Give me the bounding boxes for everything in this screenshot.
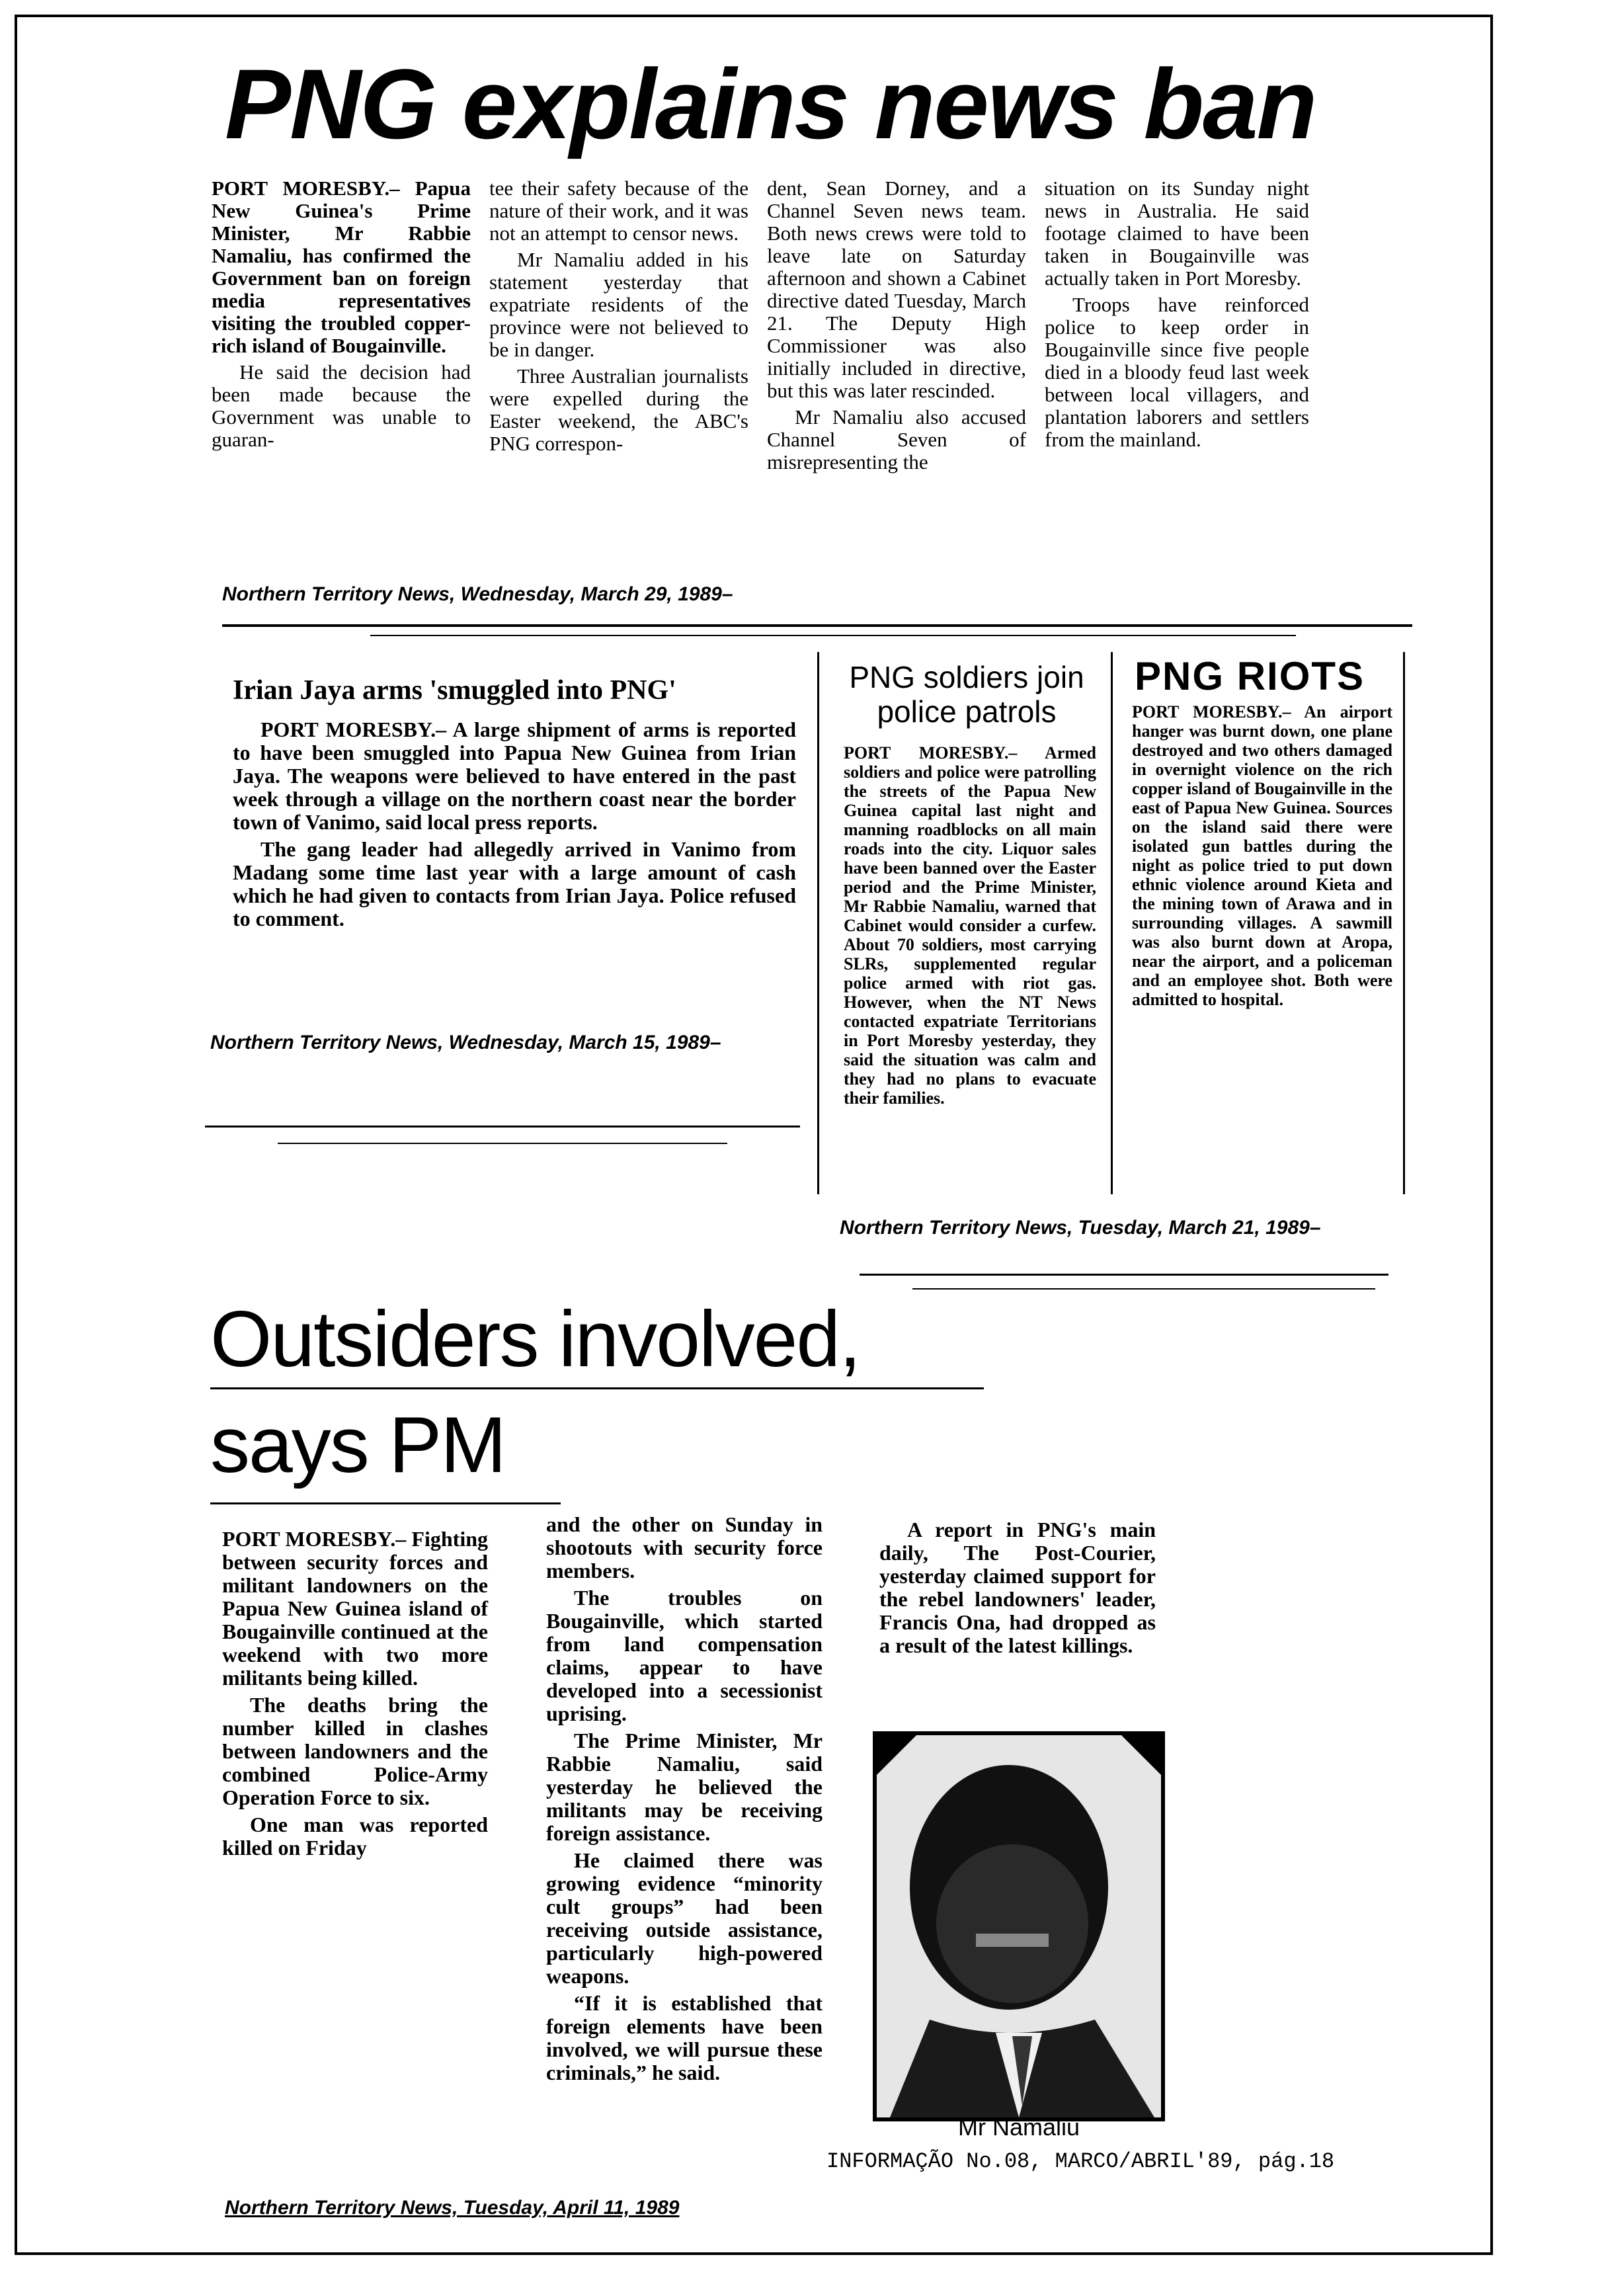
story1-col-2 bbox=[489, 177, 748, 459]
namaliu-portrait-photo bbox=[873, 1731, 1165, 2121]
story1-dateline: Northern Territory News, Wednesday, March 29, 1989– bbox=[222, 583, 733, 605]
story1-col-1 bbox=[212, 177, 471, 455]
story2-rule bbox=[205, 1126, 800, 1128]
story5-headline-line2: says PM bbox=[210, 1401, 506, 1489]
story5-col2-p5: “If it is established that foreign elements have been involved, we will pursue these criminals,” he said. bbox=[546, 1991, 823, 2084]
story5-col-3 bbox=[879, 1518, 1156, 1661]
story3-rule bbox=[860, 1274, 1388, 1276]
story5-col2-p3: The Prime Minister, Mr Rabbie Namaliu, said yesterday he believed the militants may be receiving foreign assistance. bbox=[546, 1729, 823, 1845]
column-separator-3 bbox=[1403, 652, 1405, 1194]
story2-p2: The gang leader had allegedly arrived in Vanimo from Madang some time last year with a large amount of cash which he had given to contacts from Irian Jaya. Police refused to comment. bbox=[233, 837, 796, 930]
story1-rule-thin bbox=[370, 635, 1296, 636]
story1-col2-p2: Mr Namaliu added in his statement yesterday that expatriate residents of the province were not believed to be in danger. bbox=[489, 248, 748, 361]
story4-headline: PNG RIOTS bbox=[1135, 654, 1365, 698]
story1-headline: PNG explains news ban bbox=[225, 48, 1316, 159]
column-separator-1 bbox=[817, 652, 819, 1194]
story1-col2-p3: Three Australian journalists were expelled during the Easter weekend, the ABC's PNG correspon- bbox=[489, 364, 748, 455]
photo-caption: Mr Namaliu bbox=[957, 2113, 1080, 2141]
story5-col1-p1: PORT MORESBY.– Fighting between security forces and militant landowners on the Papua New Guinea island of Bougainville continued at the weekend with two more militants being killed. bbox=[222, 1527, 488, 1690]
story4-body bbox=[1132, 702, 1392, 1013]
story5-headline-rule bbox=[210, 1387, 984, 1389]
story5-headline-rule-2 bbox=[210, 1502, 561, 1504]
story5-col3-p1: A report in PNG's main daily, The Post-Courier, yesterday claimed support for the rebel landowners' leader, Francis Ona, had dropped as a result of the latest killings. bbox=[879, 1518, 1156, 1657]
story1-col1-p2: He said the decision had been made because the Government was unable to guaran- bbox=[212, 360, 471, 451]
story5-col2-p2: The troubles on Bougainville, which started from land compensation claims, appear to have developed into a secessionist uprising. bbox=[546, 1586, 823, 1725]
story2-body bbox=[233, 718, 796, 934]
story5-col1-p3: One man was reported killed on Friday bbox=[222, 1813, 488, 1860]
story1-col2-p1: tee their safety because of the nature of their work, and it was not an attempt to censor news. bbox=[489, 177, 748, 245]
story2-rule-thin bbox=[278, 1143, 727, 1144]
page-footer: INFORMAÇÃO No.08, MARCO/ABRIL'89, pág.18 bbox=[826, 2149, 1335, 2174]
story1-col-3 bbox=[767, 177, 1026, 477]
portrait-illustration bbox=[877, 1735, 1161, 2117]
story3-body bbox=[844, 743, 1096, 1112]
story5-col2-p4: He claimed there was growing evidence “minority cult groups” had been receiving outside assistance, particularly high-powered weapons. bbox=[546, 1848, 823, 1988]
story3-rule-thin bbox=[912, 1288, 1375, 1290]
story3-p1: PORT MORESBY.– Armed soldiers and police were patrolling the streets of the Papua New Guinea capital last night and manning roadblocks on all main roads into the city. Liquor sales have been banned over the Easter period and the Prime Minister, Mr Rabbie Namaliu, warned that Cabinet would consider a curfew. About 70 soldiers, most carrying SLRs, supplemented regular police armed with riot gas. However, when the NT News contacted expatriate Territorians in Port Moresby yesterday, they said the situation was calm and they had no plans to evacuate their families. bbox=[844, 743, 1096, 1108]
column-separator-2 bbox=[1111, 652, 1113, 1194]
story1-col3-p2: Mr Namaliu also accused Channel Seven of misrepresenting the bbox=[767, 405, 1026, 473]
story5-headline-line1: Outsiders involved, bbox=[210, 1295, 860, 1383]
story4-p1: PORT MORESBY.– An airport hanger was burnt down, one plane destroyed and two others damaged in overnight violence on the rich copper island of Bougainville in the east of Papua New Guinea. Sources on the island said there were isolated gun battles during the night as police tried to put down ethnic violence around Kieta and the mining town of Arawa and in surrounding villages. A sawmill was also burnt down at Aropa, near the airport, and a policeman and an employee shot. Both were admitted to hospital. bbox=[1132, 702, 1392, 1009]
story2-p1: PORT MORESBY.– A large shipment of arms is reported to have been smuggled into Papua New Guinea from Irian Jaya. The weapons were believed to have entered in the past week through a village on the northern coast near the border town of Vanimo, said local press reports. bbox=[233, 718, 796, 834]
story2-headline: Irian Jaya arms 'smuggled into PNG' bbox=[233, 675, 676, 706]
story5-dateline: Northern Territory News, Tuesday, April 11, 1989 bbox=[225, 2197, 680, 2219]
story1-col4-p1: situation on its Sunday night news in Australia. He said footage claimed to have been taken in Bougainville was actually taken in Port Moresby. bbox=[1045, 177, 1309, 290]
story5-col-2 bbox=[546, 1513, 823, 2088]
story3-dateline: Northern Territory News, Tuesday, March 21, 1989– bbox=[840, 1217, 1321, 1239]
story1-rule bbox=[222, 624, 1412, 627]
story2-dateline: Northern Territory News, Wednesday, March 15, 1989– bbox=[210, 1032, 721, 1053]
story1-col4-p2: Troops have reinforced police to keep order in Bougainville since five people died in a bloody feud last week between local villagers, and plantation laborers and settlers from the mainland. bbox=[1045, 293, 1309, 451]
story5-col-1 bbox=[222, 1528, 488, 1864]
story1-col1-p1: PORT MORESBY.– Papua New Guinea's Prime Minister, Mr Rabbie Namaliu, has confirmed the Government ban on foreign media representatives visiting the troubled copper-rich island of Bougainville. bbox=[212, 177, 471, 357]
story5-col1-p2: The deaths bring the number killed in clashes between landowners and the combined Police-Army Operation Force to six. bbox=[222, 1693, 488, 1809]
story5-col2-p1: and the other on Sunday in shootouts with security force members. bbox=[546, 1512, 823, 1582]
story1-col-4 bbox=[1045, 177, 1309, 455]
story3-headline: PNG soldiers join police patrols bbox=[849, 660, 1084, 729]
story1-col3-p1: dent, Sean Dorney, and a Channel Seven news team. Both news crews were told to leave late on Saturday afternoon and shown a Cabinet directive dated Tuesday, March 21. The Deputy High Commissioner was also initially included in directive, but this was later rescinded. bbox=[767, 177, 1026, 402]
